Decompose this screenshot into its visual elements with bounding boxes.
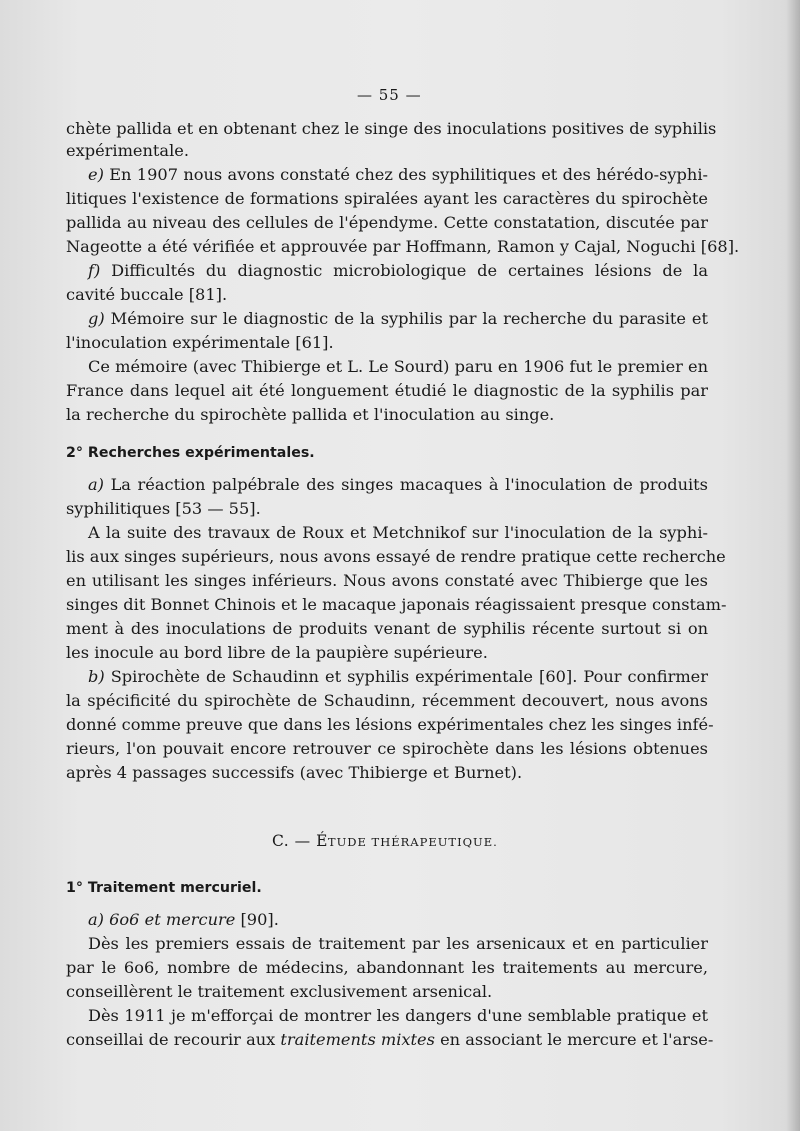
text-line: Nageotte a été vérifiée et approuvée par Hoffmann, Ramon y Cajal, Noguchi [68].: [66, 237, 740, 256]
text-line: la recherche du spirochète pallida et l'inoculation au singe.: [66, 405, 555, 424]
list-marker: g): [88, 309, 105, 328]
text-line: la spécificité du spirochète de Schaudinn, récemment decouvert, nous avons: [66, 691, 708, 710]
text-line: ment à des inoculations de produits venant de syphilis récente surtout si on: [66, 619, 708, 638]
text-span: Difficultés du diagnostic microbiologique de certaines lésions de la: [111, 261, 708, 280]
text-line: [66, 259, 708, 282]
text-line: A la suite des travaux de Roux et Metchnikof sur l'inoculation de la syphi-: [88, 523, 708, 542]
text-line: lis aux singes supérieurs, nous avons essayé de rendre pratique cette recherche: [66, 547, 726, 566]
text-line: cavité buccale [81].: [66, 285, 228, 304]
page-number: — 55 —: [357, 86, 422, 104]
text-line: [66, 665, 708, 688]
text-line: [66, 1028, 714, 1051]
text-line: après 4 passages successifs (avec Thibierge et Burnet).: [66, 763, 523, 782]
section-title-therapeutique: [272, 832, 498, 850]
text-line: France dans lequel ait été longuement étudié le diagnostic de la syphilis par: [66, 381, 708, 400]
text-span: en associant le mercure et l'arse-: [434, 1030, 714, 1049]
page-edge-shadow: [786, 0, 800, 1131]
text-span: conseillai de recourir aux: [66, 1030, 281, 1049]
text-line: litiques l'existence de formations spiralées ayant les caractères du spirochète: [66, 189, 708, 208]
italic-title: 6o6 et mercure: [109, 910, 236, 929]
section-title-smallcaps: TUDE THÉRAPEUTIQUE.: [327, 835, 498, 849]
text-line: les inocule au bord libre de la paupière supérieure.: [66, 643, 488, 662]
text-line: rieurs, l'on pouvait encore retrouver ce spirochète dans les lésions obtenues: [66, 739, 708, 758]
text-line: Ce mémoire (avec Thibierge et L. Le Sourd) paru en 1906 fut le premier en: [88, 357, 709, 376]
text-span: Spirochète de Schaudinn et syphilis expérimentale [60]. Pour confirmer: [110, 667, 708, 686]
section-heading-mercuriel: 1° Traitement mercuriel.: [66, 880, 262, 896]
section-heading-recherches: 2° Recherches expérimentales.: [66, 445, 315, 461]
text-line: en utilisant les singes inférieurs. Nous avons constaté avec Thibierge que les: [66, 571, 708, 590]
text-line: donné comme preuve que dans les lésions expérimentales chez les singes infé-: [66, 715, 714, 734]
text-line: [66, 473, 708, 496]
text-line: par le 6o6, nombre de médecins, abandonnant les traitements au mercure,: [66, 958, 708, 977]
list-marker: a): [88, 910, 104, 929]
text-span: En 1907 nous avons constaté chez des syphilitiques et des hérédo-syphi-: [109, 165, 708, 184]
list-marker: f): [88, 261, 101, 280]
text-line: expérimentale.: [66, 141, 189, 160]
section-title-prefix: C. — É: [272, 832, 328, 850]
list-marker: e): [88, 165, 104, 184]
text-line: [66, 307, 708, 330]
text-line: Dès 1911 je m'efforçai de montrer les dangers d'une semblable pratique et: [88, 1006, 708, 1025]
text-line: conseillèrent le traitement exclusivement arsenical.: [66, 982, 493, 1001]
text-line: [66, 908, 708, 931]
text-line: syphilitiques [53 — 55].: [66, 499, 261, 518]
text-span: Mémoire sur le diagnostic de la syphilis par la recherche du parasite et: [110, 309, 708, 328]
text-line: singes dit Bonnet Chinois et le macaque japonais réagissaient presque constam-: [66, 595, 727, 614]
text-line: [66, 163, 708, 186]
text-line: pallida au niveau des cellules de l'épendyme. Cette constatation, discutée par: [66, 213, 708, 232]
text-line: Dès les premiers essais de traitement par les arsenicaux et en particulier: [88, 934, 708, 953]
list-marker: b): [88, 667, 105, 686]
italic-text: traitements mixtes: [280, 1030, 435, 1049]
text-span: La réaction palpébrale des singes macaques à l'inoculation de produits: [110, 475, 708, 494]
reference: [90].: [240, 910, 279, 929]
text-line: l'inoculation expérimentale [61].: [66, 333, 334, 352]
list-marker: a): [88, 475, 104, 494]
text-line: chète pallida et en obtenant chez le singe des inoculations positives de syphilis: [66, 119, 717, 138]
